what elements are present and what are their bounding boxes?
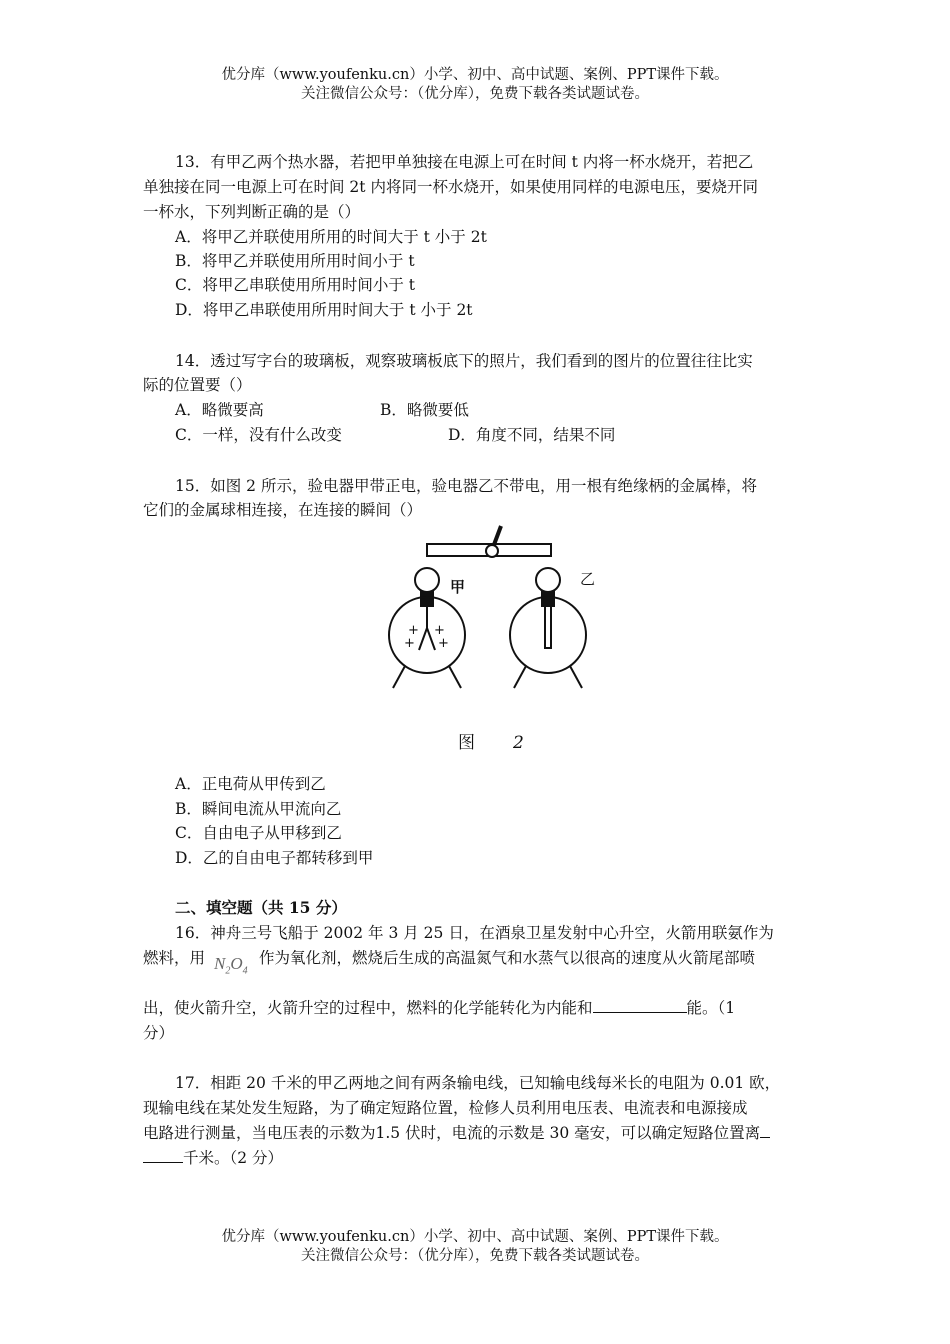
jia-leg-right xyxy=(449,666,461,688)
q16-line-2a: 燃料，用 xyxy=(143,949,206,967)
yi-metal-ball xyxy=(536,568,560,592)
q17-line-3-text: 电路进行测量，当电压表的示数为1.5 伏时，电流的示数是 30 毫安，可以确定短路位置离 xyxy=(143,1124,761,1142)
q13-line-3: 一杯水，下列判断正确的是（） xyxy=(143,203,361,221)
q13-option-b: B．将甲乙并联使用所用时间小于 t xyxy=(175,252,415,270)
header-line-2: 关注微信公众号：（优分库），免费下载各类试题试卷。 xyxy=(301,86,649,102)
q15-option-c: C．自由电子从甲移到乙 xyxy=(175,824,342,842)
yi-leg-left xyxy=(514,666,526,688)
formula-o: O xyxy=(230,954,243,973)
footer-line-1: 优分库（www.youfenku.cn）小学、初中、高中试题、案例、PPT课件下载。 xyxy=(221,1229,729,1245)
q15-option-a: A．正电荷从甲传到乙 xyxy=(175,775,326,793)
q16-line-3b: 能。（1 xyxy=(686,999,736,1017)
jia-metal-ball xyxy=(415,568,439,592)
formula-n2o4 xyxy=(214,954,248,976)
q16-line-1: 16．神舟三号飞船于 2002 年 3 月 25 日，在酒泉卫星发射中心升空，火箭用联氨作为 xyxy=(175,924,774,942)
q17-line-3 xyxy=(143,1121,770,1145)
electroscope-yi xyxy=(510,568,586,688)
q16-line-3a: 出，使火箭升空，火箭升空的过程中，燃料的化学能转化为内能和 xyxy=(143,999,593,1017)
formula-sub-2: 2 xyxy=(225,965,231,977)
section-2-title: 二、填空题（共 15 分） xyxy=(175,898,347,917)
q13-option-a: A．将甲乙并联使用所用的时间大于 t 小于 2t xyxy=(175,228,487,246)
q16-answer-blank[interactable] xyxy=(593,996,687,1013)
q14-option-c: C．一样，没有什么改变 xyxy=(175,426,342,444)
formula-sub-4: 4 xyxy=(242,965,248,977)
figure-caption-label: 图 xyxy=(458,733,475,753)
formula-n: N xyxy=(214,954,226,973)
q17-line-1: 17．相距 20 千米的甲乙两地之间有两条输电线，已知输电线每米长的电阻为 0.01 欧， xyxy=(175,1074,781,1092)
figure-electroscopes xyxy=(380,520,596,760)
jia-charge-3: + xyxy=(404,636,415,651)
q14-option-b: B．略微要低 xyxy=(380,401,469,419)
q17-answer-blank[interactable] xyxy=(143,1146,183,1163)
q15-line-1: 15．如图 2 所示，验电器甲带正电，验电器乙不带电，用一根有绝缘柄的金属棒，将 xyxy=(175,477,757,495)
jia-charge-4: + xyxy=(438,636,449,651)
q17-line-4 xyxy=(143,1146,283,1170)
rod-joint xyxy=(486,545,498,557)
label-yi: 乙 xyxy=(580,570,596,588)
q14-option-d: D．角度不同，结果不同 xyxy=(448,426,616,444)
q17-answer-blank-start[interactable] xyxy=(760,1121,770,1138)
q14-line-1: 14．透过写字台的玻璃板，观察玻璃板底下的照片，我们看到的图片的位置往往比实 xyxy=(175,352,753,370)
q16-line-4: 分） xyxy=(143,1024,175,1042)
q17-line-4-text: 千米。（2 分） xyxy=(183,1149,284,1167)
jia-insulator xyxy=(421,592,433,606)
q16-line-3 xyxy=(143,996,735,1020)
q15-option-d: D．乙的自由电子都转移到甲 xyxy=(175,849,374,867)
page-footer xyxy=(0,1228,950,1266)
q15-option-b: B．瞬间电流从甲流向乙 xyxy=(175,800,342,818)
header-line-1: 优分库（www.youfenku.cn）小学、初中、高中试题、案例、PPT课件下载。 xyxy=(221,67,729,83)
figure-caption-number: 2 xyxy=(513,733,524,753)
jia-charge-2: + xyxy=(434,623,445,638)
jia-charge-1: + xyxy=(408,623,419,638)
footer-line-2: 关注微信公众号：（优分库），免费下载各类试题试卷。 xyxy=(301,1248,649,1264)
yi-leaves xyxy=(545,606,551,648)
yi-insulator xyxy=(542,592,554,606)
q17-line-2: 现输电线在某处发生短路，为了确定短路位置，检修人员利用电压表、电流表和电源接成 xyxy=(143,1099,748,1117)
q15-line-2: 它们的金属球相连接，在连接的瞬间（） xyxy=(143,501,423,519)
page-header xyxy=(0,66,950,104)
q14-line-2: 际的位置要（） xyxy=(143,376,252,394)
q14-option-a: A．略微要高 xyxy=(175,401,264,419)
jia-leaf-left xyxy=(419,628,427,650)
yi-leg-right xyxy=(570,666,582,688)
q13-option-d: D．将甲乙串联使用所用时间大于 t 小于 2t xyxy=(175,301,473,319)
q13-option-c: C．将甲乙串联使用所用时间小于 t xyxy=(175,276,416,294)
jia-leg-left xyxy=(393,666,405,688)
q16-line-2b: 作为氧化剂，燃烧后生成的高温氮气和水蒸气以很高的速度从火箭尾部喷 xyxy=(259,949,756,967)
q13-line-2: 单独接在同一电源上可在时间 2t 内将同一杯水烧开，如果使用同样的电源电压，要烧开同 xyxy=(143,178,758,196)
q13-line-1: 13．有甲乙两个热水器，若把甲单独接在电源上可在时间 t 内将一杯水烧开，若把乙 xyxy=(175,153,754,171)
label-jia: 甲 xyxy=(450,578,466,596)
